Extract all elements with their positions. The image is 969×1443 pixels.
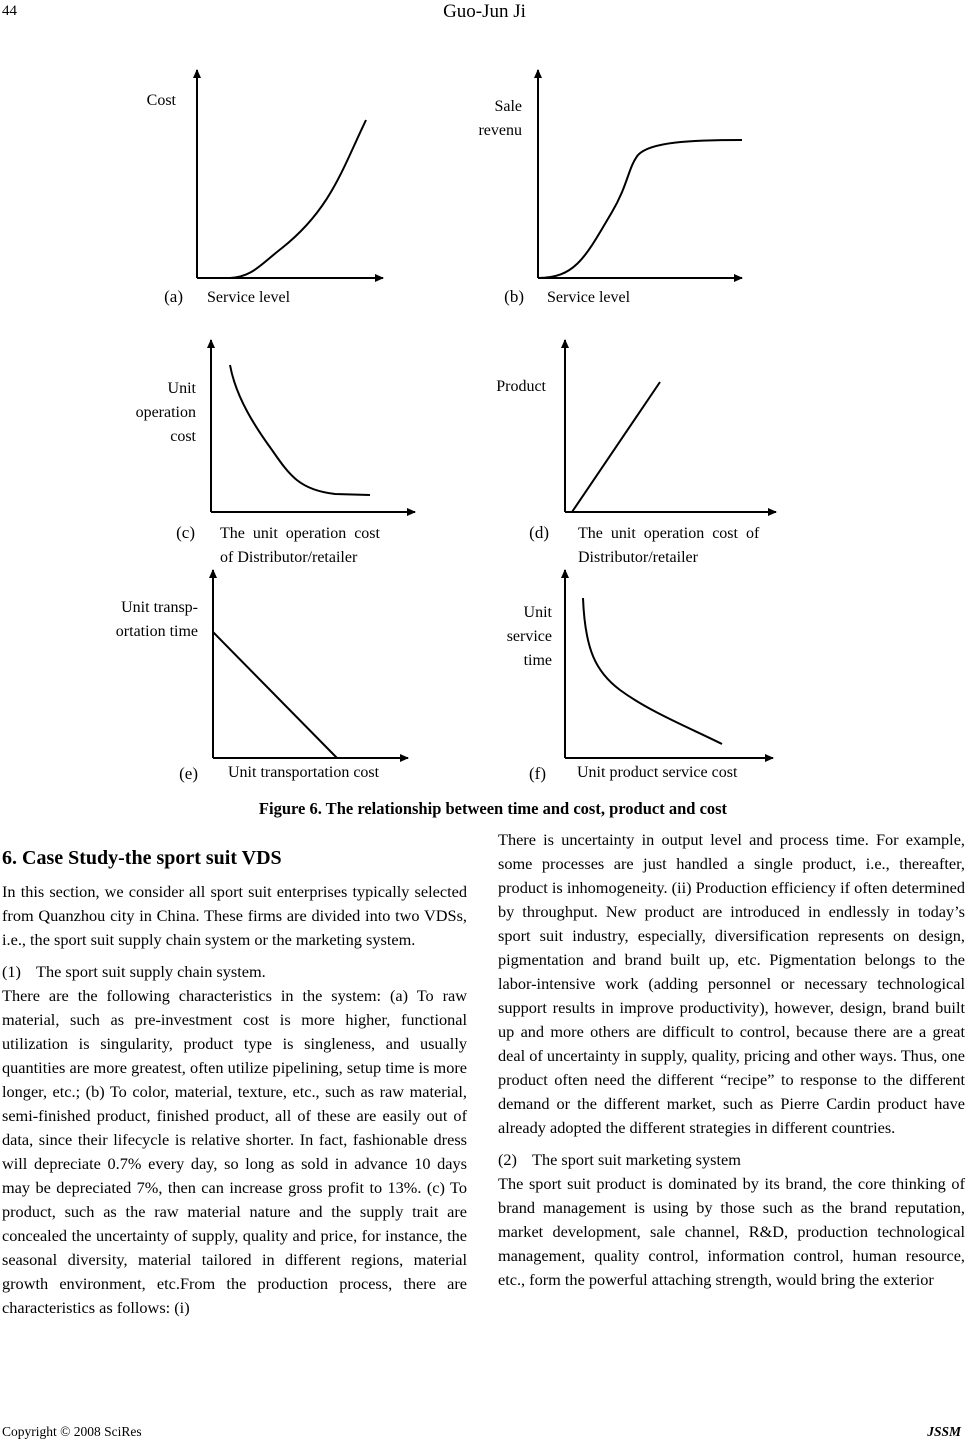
page-number: 44 [2, 3, 17, 19]
panel-b-curve [538, 140, 742, 278]
panel-c-y-label: Unit operation cost [135, 380, 196, 445]
section-title: 6. Case Study-the sport suit VDS [2, 847, 282, 869]
panel-f-y-label: Unit service time [506, 604, 552, 669]
list-item-2 [498, 1148, 965, 1172]
footer-copyright: Copyright © 2008 SciRes [2, 1424, 142, 1439]
right-paragraph-1: There is uncertainty in output level and process time. For example, some processes are just handled a single product, i.e., thereafter, product is inhomogeneity. (ii) Production efficiency if often determined by throughput. New product are introduced in endlessly in today’s sport suit industry, especially, diversification represents on design, pigmentation and brand built up, etc. Pigmentation belongs to the labor-intensive work (adding personnel or necessary technological support results in improve productivity), however, design, brand built up and more others are difficult to control, because there are a great deal of uncertainty in supply, quality, pricing and other ways. Thus, one product often need the different “recipe” to response to the different demand or the different market, such as Pierre Cardin product have already adopted the different strategies in different countries. [498, 830, 965, 1137]
panel-b-letter: (b) [504, 287, 524, 306]
panel-a-x-label: Service level [207, 289, 291, 306]
panel-f-letter: (f) [529, 764, 546, 783]
panel-a [147, 70, 383, 306]
panel-f-x-label: Unit product service cost [577, 764, 738, 781]
panel-d-y-label: Product [496, 378, 546, 395]
panel-a-curve [230, 120, 366, 278]
panel-e-x-label: Unit transportation cost [228, 764, 380, 781]
panel-d [496, 340, 776, 566]
running-title: Guo-Jun Ji [443, 1, 526, 22]
left-paragraph-2: There are the following characteristics in the system: (a) To raw material, such as pre-investment cost is more higher, functional utilization is singularity, product type is singleness, and usually quantities are more greatest, often utilize pipelining, setup time is more longer, etc.; (b) To color, material, texture, etc., such as raw material, semi-finished product, finished product, all of these are easily out of data, since their lifecycle is relative shorter. In fact, fashionable dress will depreciate 0.7% every day, so long as sold in advance 10 days may be depreciated 7%, then can increase gross profit to 13%. (c) To product, such as the raw material nature and the supply trait are concealed the uncertainty of supply, quality and price, for instance, the seasonal diversity, material tailored in different regions, material growth environment, etc.From the production process, there are characteristics as follows: (i) [2, 986, 467, 1317]
left-paragraph-1: In this section, we consider all sport suit enterprises typically selected from Quanzhou city in China. These firms are divided into two VDSs, i.e., the sport suit supply chain system or the marketing system. [2, 882, 467, 949]
panel-a-letter: (a) [164, 287, 183, 306]
panel-b-y-label: Sale revenu [478, 98, 522, 139]
list-item-1 [2, 960, 467, 984]
left-column [2, 844, 467, 1320]
footer-journal: JSSM [927, 1424, 961, 1439]
panel-c-letter: (c) [176, 523, 195, 542]
panel-c-x-label: The unit operation cost of Distributor/retailer [220, 525, 380, 566]
list-item-2-text: The sport suit marketing system [532, 1150, 741, 1169]
panel-b-x-label: Service level [547, 289, 631, 306]
list-item-1-text: The sport suit supply chain system. [36, 962, 266, 981]
panel-e [116, 570, 408, 783]
panel-f-curve [583, 598, 722, 744]
panel-c-curve [230, 365, 370, 495]
panel-e-letter: (e) [179, 764, 198, 783]
panel-b [478, 70, 742, 306]
panel-e-curve [213, 632, 337, 758]
panel-a-y-label: Cost [146, 92, 176, 109]
panel-c [136, 340, 415, 566]
list-item-2-number: (2) [498, 1150, 517, 1169]
panel-d-letter: (d) [529, 523, 549, 542]
list-item-1-number: (1) [2, 962, 21, 981]
right-paragraph-2: The sport suit product is dominated by its brand, the core thinking of brand management is using by those such as the brand reputation, market development, sale channel, R&D, production technological management, quality control, information control, human resource, etc., form the powerful attaching strength, would bring the exterior [498, 1174, 965, 1289]
panel-d-curve [572, 382, 660, 512]
panel-e-y-label: Unit transp-ortation time [115, 599, 198, 640]
panel-d-x-label: The unit operation cost of Distributor/retailer [578, 525, 760, 566]
figure-caption: Figure 6. The relationship between time and cost, product and cost [258, 799, 728, 818]
right-column [498, 828, 965, 1292]
panel-f [507, 570, 773, 783]
